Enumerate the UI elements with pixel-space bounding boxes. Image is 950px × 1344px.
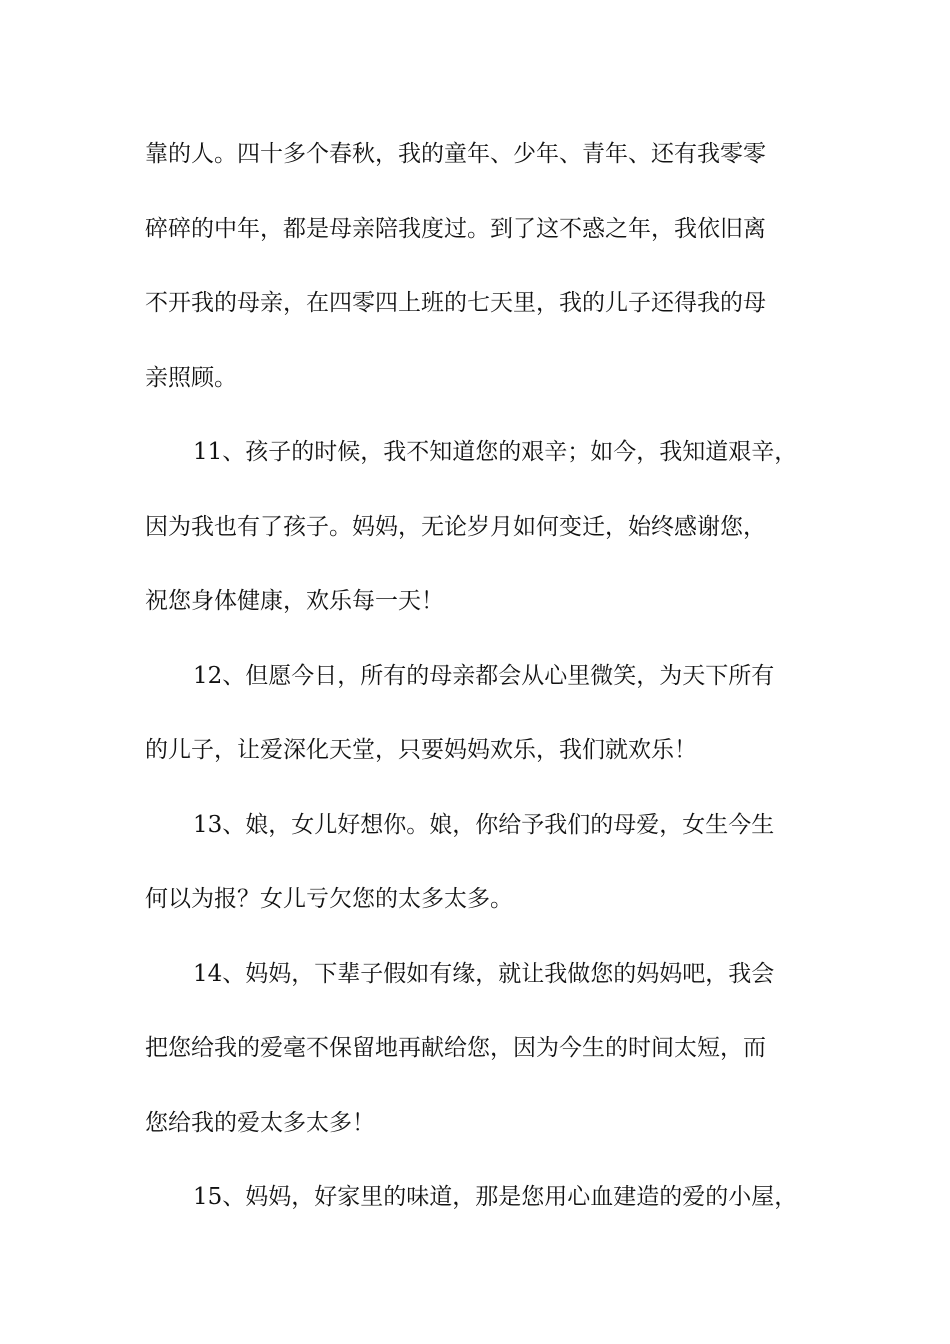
paragraph-11-start: 11、孩子的时候，我不知道您的艰辛；如今，我知道艰辛， <box>193 439 798 465</box>
text-line: 祝您身体健康，欢乐每一天！ <box>145 588 444 614</box>
text-line: 您给我的爱太多太多！ <box>145 1109 375 1136</box>
text-line: 碎碎的中年，都是母亲陪我度过。到了这不惑之年，我依旧离 <box>145 215 766 242</box>
text-line: 因为我也有了孩子。妈妈，无论岁月如何变迁，始终感谢您， <box>145 513 766 540</box>
paragraph-14-start: 14、妈妈，下辈子假如有缘，就让我做您的妈妈吧，我会 <box>193 960 775 987</box>
text-line: 靠的人。四十多个春秋，我的童年、少年、青年、还有我零零 <box>145 141 766 167</box>
paragraph-12-start: 12、但愿今日，所有的母亲都会从心里微笑，为天下所有 <box>193 662 775 689</box>
text-line: 把您给我的爱毫不保留地再献给您，因为今生的时间太短，而 <box>145 1035 766 1061</box>
paragraph-13-start: 13、娘，女儿好想你。娘，你给予我们的母爱，女生今生 <box>193 811 775 838</box>
text-line: 亲照顾。 <box>145 364 237 391</box>
text-line: 的儿子，让爱深化天堂，只要妈妈欢乐，我们就欢乐！ <box>145 737 697 763</box>
text-line: 何以为报？女儿亏欠您的太多太多。 <box>145 886 513 912</box>
document-body <box>145 130 807 1248</box>
text-line: 不开我的母亲，在四零四上班的七天里，我的儿子还得我的母 <box>145 290 766 316</box>
paragraph-15-start: 15、妈妈，好家里的味道，那是您用心血建造的爱的小屋， <box>193 1184 798 1210</box>
